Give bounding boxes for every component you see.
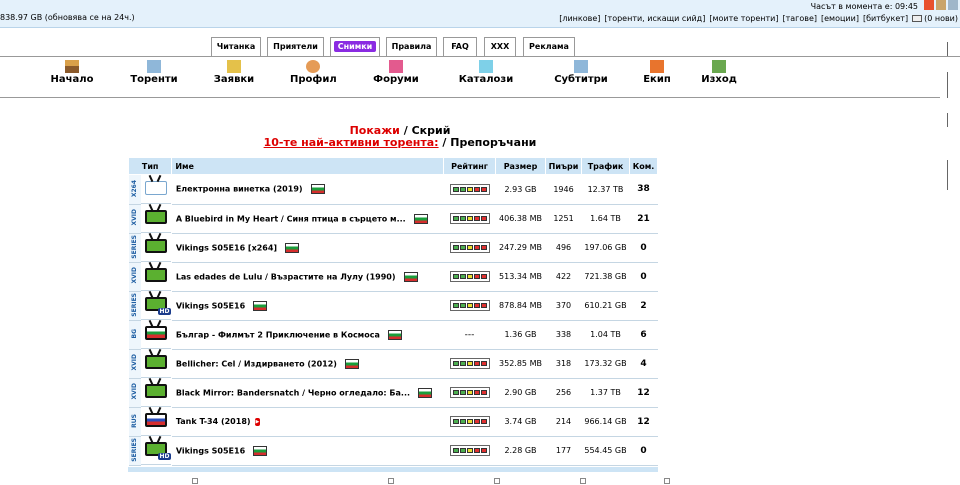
size-cell: 878.84 MB <box>496 291 546 320</box>
bottom-strip <box>128 478 673 485</box>
size-cell: 247.29 MB <box>496 233 546 262</box>
category-icon-cell[interactable] <box>141 233 171 262</box>
table-footer <box>128 467 658 472</box>
tv-category-icon <box>143 349 169 373</box>
traffic-cell: 1.64 TB <box>582 204 630 233</box>
subtitles-icon <box>574 60 588 73</box>
traffic-cell: 173.32 GB <box>582 349 630 378</box>
table-row[interactable] <box>129 175 658 205</box>
size-cell: 2.28 GB <box>496 436 546 465</box>
rating-bar <box>450 213 490 224</box>
table-row[interactable] <box>129 378 658 407</box>
table-row[interactable] <box>129 291 658 320</box>
current-time: Часът в момента е: 09:45 <box>810 2 918 11</box>
top-tabs <box>0 37 960 57</box>
tv-category-icon <box>143 407 169 431</box>
traffic-cell: 610.21 GB <box>582 291 630 320</box>
nav-divider <box>0 97 940 98</box>
nav-forums[interactable]: Форуми <box>372 60 420 85</box>
peers-cell: 256 <box>546 378 582 407</box>
type-label: SERIES <box>131 437 138 462</box>
torrent-name-link[interactable]: Vikings S05E16 [x264] <box>175 243 278 252</box>
hide-link[interactable]: Скрий <box>411 124 451 137</box>
top-links <box>559 14 958 23</box>
torrent-name-link[interactable]: Електронна винетка (2019) <box>175 184 303 194</box>
col-name[interactable]: Име <box>172 158 444 175</box>
type-cell <box>129 291 141 320</box>
strip-checkbox[interactable] <box>388 478 394 484</box>
type-label: SERIES <box>131 292 138 317</box>
torrent-name-link[interactable]: Bellicher: Cel / Издирването (2012) <box>175 359 337 368</box>
bg-audio-flag-icon <box>253 301 267 311</box>
torrent-name-cell <box>172 407 444 436</box>
tv-category-icon <box>143 320 169 344</box>
rating-none: --- <box>464 329 475 340</box>
strip-checkbox[interactable] <box>192 478 198 484</box>
strip-checkbox[interactable] <box>664 478 670 484</box>
type-cell <box>129 349 141 378</box>
size-cell: 2.90 GB <box>496 378 546 407</box>
tab-faq[interactable]: FAQ <box>443 37 477 56</box>
tool-icon[interactable] <box>948 0 958 10</box>
type-label: XVID <box>131 267 138 284</box>
rating-bar <box>450 358 490 369</box>
table-row[interactable] <box>129 436 658 465</box>
torrent-name-link[interactable]: Las edades de Lulu / Възрастите на Лулу (1990) <box>175 272 396 281</box>
strip-checkbox[interactable] <box>580 478 586 484</box>
col-peers[interactable]: Пиъри <box>546 158 582 175</box>
requests-icon <box>227 60 241 73</box>
rating-cell <box>444 233 496 262</box>
comments-cell[interactable]: 21 <box>630 204 658 233</box>
forums-icon <box>389 60 403 73</box>
table-row[interactable] <box>129 262 658 291</box>
tab-xxx[interactable]: XXX <box>484 37 516 56</box>
type-label: X264 <box>131 179 138 197</box>
rating-cell <box>444 436 496 465</box>
link-tags[interactable]: [тагове] <box>782 14 818 23</box>
mail-icon <box>912 15 922 22</box>
bg-audio-flag-icon <box>311 184 325 194</box>
comments-cell[interactable]: 12 <box>630 407 658 436</box>
bg-audio-flag-icon <box>253 446 267 456</box>
rating-bar <box>450 300 490 311</box>
comments-cell[interactable]: 38 <box>630 175 658 205</box>
peers-cell: 422 <box>546 262 582 291</box>
torrent-name-cell <box>172 436 444 465</box>
tab-chitanka[interactable]: Читанка <box>211 37 261 56</box>
type-label: XVID <box>131 354 138 371</box>
bg-audio-flag-icon <box>418 388 432 398</box>
traffic-cell: 197.06 GB <box>582 233 630 262</box>
team-icon <box>650 60 664 73</box>
link-links[interactable]: [линкове] <box>559 14 601 23</box>
type-label: XVID <box>131 209 138 226</box>
category-icon-cell[interactable] <box>141 204 171 233</box>
link-bitbucket[interactable]: [битбукет] <box>862 14 909 23</box>
category-icon-cell[interactable] <box>141 320 171 349</box>
nav-team[interactable]: Екип <box>640 60 674 85</box>
type-label: XVID <box>131 383 138 400</box>
nav-torrents[interactable]: Торенти <box>126 60 182 85</box>
rating-cell <box>444 291 496 320</box>
edge-line <box>947 160 948 190</box>
nav-requests[interactable]: Заявки <box>212 60 256 85</box>
torrent-name-link[interactable]: A Bluebird in My Heart / Синя птица в сърцето м... <box>175 214 406 223</box>
category-icon-cell[interactable] <box>141 349 171 378</box>
peers-cell: 496 <box>546 233 582 262</box>
type-cell <box>129 436 141 465</box>
torrent-name-cell <box>172 320 444 349</box>
edge-line <box>947 113 948 127</box>
traffic-cell: 966.14 GB <box>582 407 630 436</box>
right-edge-lines <box>940 40 960 485</box>
col-rating[interactable]: Рейтинг <box>444 158 496 175</box>
rating-bar <box>450 184 490 195</box>
size-cell: 406.38 MB <box>496 204 546 233</box>
torrent-name-cell <box>172 291 444 320</box>
tab-divider <box>0 56 960 57</box>
traffic-cell: 1.37 TB <box>582 378 630 407</box>
peers-cell: 214 <box>546 407 582 436</box>
torrent-name-cell <box>172 233 444 262</box>
tv-category-icon <box>143 262 169 286</box>
table-row[interactable] <box>129 233 658 262</box>
traffic-cell: 554.45 GB <box>582 436 630 465</box>
peers-cell: 318 <box>546 349 582 378</box>
tv-category-icon <box>143 204 169 228</box>
link-my-torrents[interactable]: [моите торенти] <box>709 14 779 23</box>
torrent-name-cell <box>172 204 444 233</box>
table-body <box>129 175 658 466</box>
col-traffic[interactable]: Трафик <box>582 158 630 175</box>
rating-cell <box>444 204 496 233</box>
edge-line <box>947 72 948 98</box>
main-nav <box>0 60 940 94</box>
user-icon[interactable] <box>936 0 946 10</box>
col-comments[interactable]: Ком. <box>630 158 658 175</box>
peers-cell: 177 <box>546 436 582 465</box>
torrent-name-link[interactable]: Tank T-34 (2018) <box>175 417 251 426</box>
tab-ads[interactable]: Реклама <box>523 37 575 56</box>
tv-category-icon: HD <box>143 436 169 460</box>
tab-photos[interactable]: Снимки <box>330 37 380 56</box>
rating-bar <box>450 242 490 253</box>
recommended-link[interactable]: Препоръчани <box>450 136 537 149</box>
rating-cell <box>444 378 496 407</box>
table-header-row <box>129 158 658 175</box>
top-icons <box>924 0 958 10</box>
top-bar <box>0 0 960 28</box>
category-icon-cell[interactable] <box>141 291 171 320</box>
show-hide-toggle: Покажи / Скрий <box>349 124 451 137</box>
tv-category-icon: HD <box>143 291 169 315</box>
peers-cell: 1251 <box>546 204 582 233</box>
messages-link[interactable]: (0 нови) <box>912 14 958 23</box>
type-cell <box>129 378 141 407</box>
home-icon <box>65 60 79 73</box>
tv-category-icon <box>143 175 169 199</box>
category-icon-cell[interactable] <box>141 262 171 291</box>
torrent-name-cell <box>172 378 444 407</box>
torrents-table <box>128 157 658 466</box>
peers-cell: 338 <box>546 320 582 349</box>
tv-category-icon <box>143 233 169 257</box>
type-label: BG <box>131 328 138 339</box>
bg-audio-flag-icon <box>285 243 299 253</box>
comments-cell[interactable]: 2 <box>630 291 658 320</box>
col-type[interactable]: Тип <box>129 158 172 175</box>
type-label: RUS <box>131 413 138 428</box>
comments-cell[interactable]: 4 <box>630 349 658 378</box>
active-torrents-link[interactable]: 10-те най-активни торента: <box>263 136 439 149</box>
type-cell <box>129 320 141 349</box>
category-icon-cell[interactable] <box>141 407 171 436</box>
link-emoticons[interactable]: [емоции] <box>821 14 859 23</box>
tab-friends[interactable]: Приятели <box>267 37 324 56</box>
traffic-cell: 1.04 TB <box>582 320 630 349</box>
tv-category-icon <box>143 378 169 402</box>
size-cell: 1.36 GB <box>496 320 546 349</box>
nav-subtitles[interactable]: Субтитри <box>554 60 608 85</box>
comments-cell[interactable]: 12 <box>630 378 658 407</box>
tab-rules[interactable]: Правила <box>386 37 437 56</box>
rating-cell <box>444 175 496 205</box>
peers-cell: 370 <box>546 291 582 320</box>
rating-bar <box>450 271 490 282</box>
rating-bar <box>450 445 490 456</box>
comments-cell[interactable]: 0 <box>630 436 658 465</box>
table-row[interactable] <box>129 349 658 378</box>
traffic-cell: 12.37 TB <box>582 175 630 205</box>
type-cell <box>129 175 141 205</box>
catalogs-icon <box>479 60 493 73</box>
rating-bar <box>450 416 490 427</box>
traffic-stats: 838.97 GB (обновява се на 24ч.) <box>0 13 135 22</box>
category-icon-cell[interactable] <box>141 378 171 407</box>
nav-profile[interactable]: Профил <box>290 60 336 85</box>
bg-audio-flag-icon <box>388 330 402 340</box>
torrent-name-link[interactable]: Vikings S05E16 <box>175 301 246 310</box>
torrent-name-link[interactable]: Vikings S05E16 <box>175 446 246 455</box>
type-cell <box>129 204 141 233</box>
size-cell: 513.34 MB <box>496 262 546 291</box>
rating-cell <box>444 262 496 291</box>
flag-icon[interactable] <box>924 0 934 10</box>
torrent-name-cell <box>172 175 444 205</box>
type-label: SERIES <box>131 234 138 259</box>
torrent-name-link[interactable]: Българ - Филмът 2 Приключение в Космоса <box>175 330 380 339</box>
torrent-name-cell <box>172 262 444 291</box>
rating-cell <box>444 320 496 349</box>
rating-bar <box>450 387 490 398</box>
link-need-seed[interactable]: [торенти, искащи сийд] <box>604 14 706 23</box>
size-cell: 352.85 MB <box>496 349 546 378</box>
category-icon-cell[interactable] <box>141 175 171 204</box>
show-link[interactable]: Покажи <box>349 124 400 137</box>
rating-cell <box>444 407 496 436</box>
logout-icon <box>712 60 726 73</box>
rating-cell <box>444 349 496 378</box>
size-cell: 3.74 GB <box>496 407 546 436</box>
table-row[interactable] <box>129 204 658 233</box>
torrent-name-cell <box>172 349 444 378</box>
nav-home[interactable]: Начало <box>48 60 96 85</box>
torrent-name-link[interactable]: Black Mirror: Bandersnatch / Черно огледало: Ба... <box>175 388 411 397</box>
traffic-cell: 721.38 GB <box>582 262 630 291</box>
bg-audio-flag-icon <box>345 359 359 369</box>
nav-catalogs[interactable]: Каталози <box>458 60 514 85</box>
edge-line <box>947 42 948 56</box>
table-row[interactable] <box>129 407 658 436</box>
type-cell <box>129 233 141 262</box>
torrents-icon <box>147 60 161 73</box>
comments-cell[interactable]: 6 <box>630 320 658 349</box>
type-cell <box>129 262 141 291</box>
profile-icon <box>306 60 320 73</box>
table-row[interactable] <box>129 320 658 349</box>
strip-checkbox[interactable] <box>494 478 500 484</box>
section-title: 10-те най-активни торента: / Препоръчани <box>263 136 537 149</box>
col-size[interactable]: Размер <box>496 158 546 175</box>
bg-audio-flag-icon <box>414 214 428 224</box>
type-cell <box>129 407 141 436</box>
bg-audio-flag-icon <box>404 272 418 282</box>
comments-cell[interactable]: 0 <box>630 233 658 262</box>
comments-cell[interactable]: 0 <box>630 262 658 291</box>
nav-logout[interactable]: Изход <box>700 60 738 85</box>
youtube-icon[interactable]: ▶ <box>255 418 260 425</box>
category-icon-cell[interactable] <box>141 436 171 465</box>
size-cell: 2.93 GB <box>496 175 546 205</box>
peers-cell: 1946 <box>546 175 582 205</box>
